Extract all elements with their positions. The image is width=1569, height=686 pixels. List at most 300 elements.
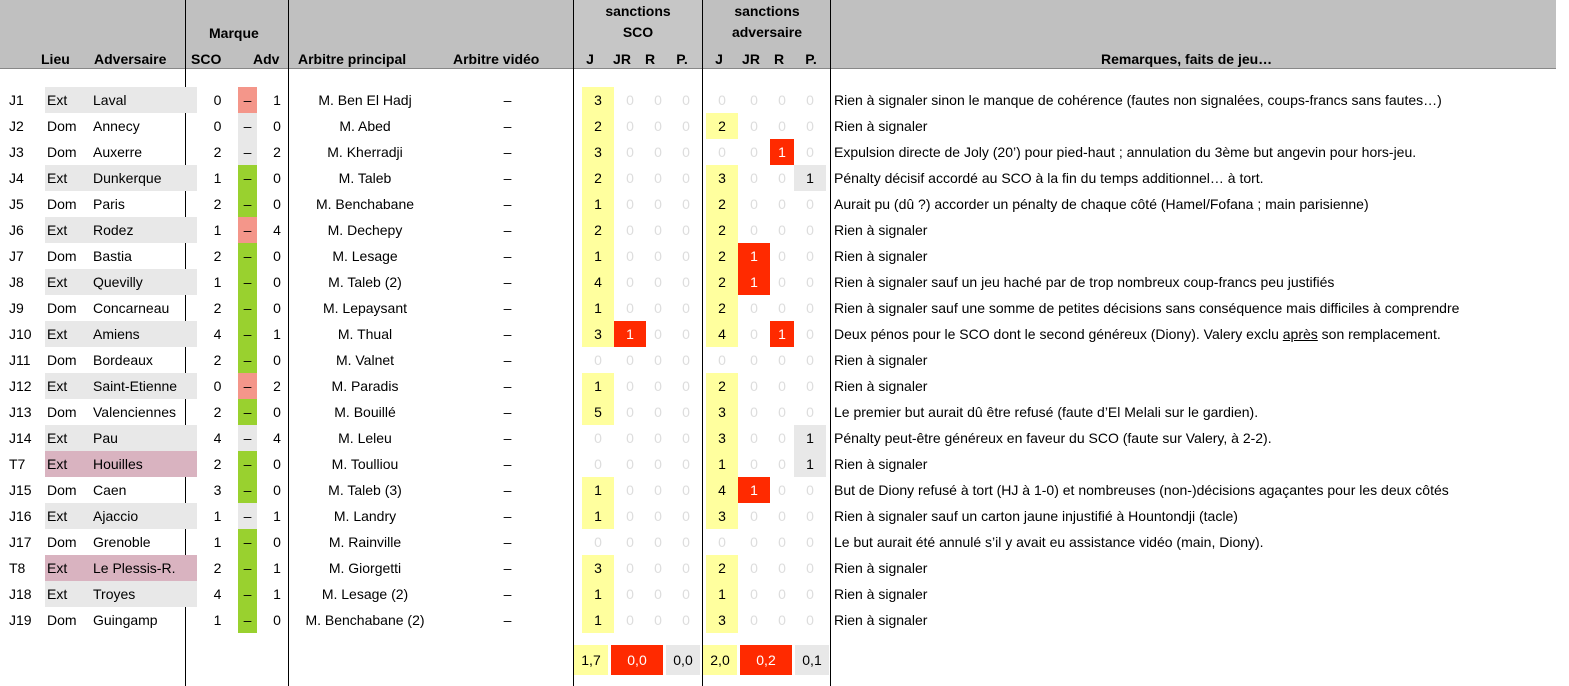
opponent-name: Annecy [93, 118, 140, 134]
referee-name: M. Taleb (2) [328, 274, 402, 290]
adv-sanction-r: 0 [778, 560, 786, 576]
score-adv: 1 [273, 586, 281, 602]
var-referee: – [503, 430, 512, 446]
remark: Rien à signaler [834, 456, 928, 472]
avg-adv-j: 2,0 [703, 645, 737, 675]
opponent-name: Bordeaux [93, 352, 153, 368]
header-adv-r: R [773, 51, 785, 67]
adv-sanction-r: 0 [778, 118, 786, 134]
sco-sanction-p: 0 [682, 352, 690, 368]
sco-sanction-j: 2 [582, 165, 614, 191]
adv-sanction-j: 1 [706, 581, 738, 607]
remark-underlined: après [1282, 326, 1318, 342]
lieu-cell: Ext [45, 555, 91, 581]
sco-sanction-r: 0 [654, 508, 662, 524]
var-referee: – [503, 118, 512, 134]
adv-sanction-p: 0 [806, 352, 814, 368]
adv-sanction-jr: 0 [750, 352, 758, 368]
sco-sanction-r: 0 [654, 118, 662, 134]
referee-name: M. Ben El Hadj [318, 92, 412, 108]
sco-sanction-p: 0 [682, 508, 690, 524]
opponent-name: Rodez [91, 217, 197, 243]
sco-sanction-j: 2 [582, 113, 614, 139]
adv-sanction-j: 2 [706, 269, 738, 295]
sco-sanction-jr: 0 [626, 274, 634, 290]
score-adv: 2 [273, 144, 281, 160]
adv-sanction-p: 0 [806, 482, 814, 498]
sco-sanction-r: 0 [654, 430, 662, 446]
match-id: J18 [9, 586, 32, 602]
sco-sanction-j: 1 [582, 503, 614, 529]
adv-sanction-jr: 0 [750, 300, 758, 316]
sco-sanction-jr: 0 [626, 508, 634, 524]
adv-sanction-j: 0 [718, 534, 726, 550]
lieu-cell: Dom [47, 248, 77, 264]
score-sco: 1 [213, 508, 222, 524]
lieu-cell: Ext [45, 451, 91, 477]
sco-sanction-j: 1 [582, 607, 614, 633]
adv-sanction-r: 0 [778, 404, 786, 420]
header-divider [0, 68, 1556, 69]
sco-sanction-p: 0 [682, 456, 690, 472]
table-row [0, 425, 1459, 451]
score-sco: 2 [213, 352, 222, 368]
result-marker: – [238, 399, 257, 425]
sco-sanction-j: 1 [582, 191, 614, 217]
header-adv-jr: JR [742, 51, 760, 67]
referee-name: M. Benchabane (2) [305, 612, 425, 628]
remark: Pénalty peut-être généreux en faveur du SCO (faute sur Valery, à 2-2). [834, 430, 1272, 446]
sco-sanction-jr: 0 [626, 482, 634, 498]
score-sco: 2 [213, 456, 222, 472]
adv-sanction-p: 1 [794, 451, 826, 477]
result-marker: – [238, 477, 257, 503]
lieu-cell: Ext [45, 503, 91, 529]
referee-name: M. Benchabane [315, 196, 415, 212]
score-sco: 2 [213, 300, 222, 316]
var-referee: – [503, 560, 512, 576]
adv-sanction-r: 0 [778, 92, 786, 108]
table-row [0, 87, 1459, 113]
adv-sanction-j: 3 [706, 503, 738, 529]
remark: Rien à signaler [834, 612, 928, 628]
adv-sanction-r: 0 [778, 378, 786, 394]
sco-sanction-j: 3 [582, 139, 614, 165]
header-sanctions-adv-1: sanctions [734, 3, 800, 19]
adv-sanction-j: 2 [706, 191, 738, 217]
remark: Aurait pu (dû ?) accorder un pénalty de chaque côté (Hamel/Fofana ; main parisienne) [834, 196, 1369, 212]
remark: But de Diony refusé à tort (HJ à 1-0) et nombreuses (non-)décisions agaçantes pour les deux côtés [834, 482, 1449, 498]
score-sco: 2 [213, 144, 222, 160]
adv-sanction-jr: 0 [750, 326, 758, 342]
score-adv: 1 [273, 508, 281, 524]
adv-sanction-j: 2 [706, 113, 738, 139]
score-adv: 0 [273, 118, 281, 134]
table-row [0, 165, 1459, 191]
sco-sanction-jr: 0 [626, 456, 634, 472]
result-marker: – [238, 321, 257, 347]
avg-sco-p: 0,0 [666, 645, 700, 675]
referee-name: M. Giorgetti [328, 560, 402, 576]
adv-sanction-jr: 0 [750, 222, 758, 238]
adv-sanction-jr: 0 [750, 92, 758, 108]
opponent-name: Amiens [91, 321, 197, 347]
referee-name: M. Toulliou [331, 456, 399, 472]
header-arbitre-principal: Arbitre principal [298, 51, 407, 67]
sco-sanction-j: 1 [582, 295, 614, 321]
header-marque: Marque [209, 25, 259, 41]
var-referee: – [503, 586, 512, 602]
header-adv: Adv [253, 51, 280, 67]
sco-sanction-p: 0 [682, 248, 690, 264]
result-marker: – [238, 607, 257, 633]
score-adv: 0 [273, 352, 281, 368]
match-id: J16 [9, 508, 32, 524]
table-row [0, 243, 1459, 269]
adv-sanction-p: 0 [806, 404, 814, 420]
remark: Rien à signaler sauf une somme de petites décisions sans conséquence mais difficiles à comprendre [834, 300, 1460, 316]
opponent-name: Bastia [93, 248, 132, 264]
score-adv: 0 [273, 170, 281, 186]
opponent-name: Laval [91, 87, 197, 113]
adv-sanction-p: 0 [806, 118, 814, 134]
sco-sanction-p: 0 [682, 300, 690, 316]
sco-sanction-jr: 0 [626, 92, 634, 108]
sco-sanction-j: 1 [582, 581, 614, 607]
table-row [0, 321, 1459, 347]
sco-sanction-jr: 0 [626, 300, 634, 316]
result-marker: – [238, 191, 257, 217]
sco-sanction-j: 1 [582, 477, 614, 503]
opponent-name: Dunkerque [91, 165, 197, 191]
result-marker: – [238, 347, 257, 373]
match-id: T8 [9, 560, 26, 576]
sco-sanction-j: 0 [594, 352, 602, 368]
match-id: J5 [9, 196, 24, 212]
score-adv: 0 [273, 248, 281, 264]
sco-sanction-p: 0 [682, 404, 690, 420]
sco-sanction-p: 0 [682, 612, 690, 628]
sco-sanction-r: 0 [654, 196, 662, 212]
score-sco: 1 [213, 534, 222, 550]
match-id: J4 [9, 170, 24, 186]
result-marker: – [238, 503, 257, 529]
sco-sanction-j: 2 [582, 217, 614, 243]
sco-sanction-j: 0 [594, 534, 602, 550]
table-row [0, 503, 1459, 529]
header-sco: SCO [191, 51, 222, 67]
adv-sanction-j: 3 [706, 425, 738, 451]
adv-sanction-p: 0 [806, 560, 814, 576]
score-adv: 4 [273, 222, 281, 238]
avg-adv-r: 0,2 [740, 645, 792, 675]
result-marker: – [238, 451, 257, 477]
table-row [0, 139, 1459, 165]
score-sco: 4 [213, 430, 222, 446]
lieu-cell: Dom [47, 144, 77, 160]
adv-sanction-j: 2 [706, 373, 738, 399]
sco-sanction-jr: 0 [626, 586, 634, 602]
sco-sanction-r: 0 [654, 274, 662, 290]
sco-sanction-p: 0 [682, 482, 690, 498]
var-referee: – [503, 352, 512, 368]
sco-sanction-r: 0 [654, 248, 662, 264]
score-adv: 0 [273, 274, 281, 290]
remark: Pénalty décisif accordé au SCO à la fin du temps additionnel… à tort. [834, 170, 1264, 186]
adv-sanction-j: 0 [718, 92, 726, 108]
table-row [0, 451, 1459, 477]
adv-sanction-p: 0 [806, 144, 814, 160]
var-referee: – [503, 456, 512, 472]
sco-sanction-jr: 0 [626, 118, 634, 134]
sco-sanction-r: 0 [654, 326, 662, 342]
adv-sanction-r: 0 [778, 456, 786, 472]
referee-name: M. Landry [333, 508, 397, 524]
remark-part: Deux pénos pour le SCO dont le second généreux (Diony). Valery exclu [834, 326, 1283, 342]
score-sco: 0 [213, 118, 222, 134]
adv-sanction-j: 2 [706, 295, 738, 321]
score-adv: 0 [273, 196, 281, 212]
sco-sanction-r: 0 [654, 456, 662, 472]
adv-sanction-j: 4 [706, 477, 738, 503]
table-row [0, 399, 1459, 425]
table-row [0, 477, 1459, 503]
adv-sanction-j: 3 [706, 399, 738, 425]
var-referee: – [503, 92, 512, 108]
var-referee: – [503, 508, 512, 524]
remark: Rien à signaler [834, 118, 928, 134]
sco-sanction-jr: 0 [626, 222, 634, 238]
sco-sanction-r: 0 [654, 404, 662, 420]
referee-name: M. Taleb (3) [328, 482, 402, 498]
sco-sanction-jr: 0 [626, 170, 634, 186]
score-sco: 2 [213, 560, 222, 576]
adv-sanction-r: 0 [778, 586, 786, 602]
adv-sanction-p: 0 [806, 300, 814, 316]
adv-sanction-p: 0 [806, 196, 814, 212]
score-sco: 2 [213, 248, 222, 264]
sco-sanction-r: 0 [654, 92, 662, 108]
header-lieu: Lieu [41, 51, 70, 67]
var-referee: – [503, 196, 512, 212]
referee-name: M. Lepaysant [322, 300, 408, 316]
var-referee: – [503, 326, 512, 342]
remark: Expulsion directe de Joly (20’) pour pied-haut ; annulation du 3ème but angevin pour hors-jeu. [834, 144, 1417, 160]
remark: Rien à signaler [834, 560, 928, 576]
opponent-name: Auxerre [93, 144, 143, 160]
sco-sanction-jr: 0 [626, 560, 634, 576]
adv-sanction-p: 0 [806, 248, 814, 264]
match-id: J3 [9, 144, 24, 160]
header-arbitre-video: Arbitre vidéo [453, 51, 540, 67]
var-referee: – [503, 274, 512, 290]
sco-sanction-p: 0 [682, 274, 690, 290]
lieu-cell: Ext [45, 269, 91, 295]
sco-sanction-r: 0 [654, 352, 662, 368]
var-referee: – [503, 378, 512, 394]
header-sco-p: P. [676, 51, 688, 67]
result-marker: – [238, 217, 257, 243]
result-marker: – [238, 113, 257, 139]
sco-sanction-r: 0 [654, 560, 662, 576]
adv-sanction-jr: 0 [750, 118, 758, 134]
score-sco: 2 [213, 196, 222, 212]
sco-sanction-j: 1 [582, 373, 614, 399]
remark: Rien à signaler [834, 248, 928, 264]
referee-name: M. Lesage [332, 248, 398, 264]
header-sco-j: J [586, 51, 594, 67]
remark: Rien à signaler [834, 222, 928, 238]
sco-sanction-p: 0 [682, 430, 690, 446]
lieu-cell: Ext [45, 165, 91, 191]
score-sco: 3 [213, 482, 222, 498]
match-id: J11 [9, 352, 31, 368]
referee-name: M. Thual [337, 326, 393, 342]
score-adv: 0 [273, 612, 281, 628]
avg-sco-r: 0,0 [611, 645, 663, 675]
sco-sanction-p: 0 [682, 586, 690, 602]
remark: Le premier but aurait dû être refusé (faute d’El Melali sur le gardien). [834, 404, 1259, 420]
header-adv-j: J [715, 51, 723, 67]
adv-sanction-p: 0 [806, 586, 814, 602]
result-marker: – [238, 295, 257, 321]
sco-sanction-p: 0 [682, 144, 690, 160]
lieu-cell: Ext [45, 87, 91, 113]
adv-sanction-j: 0 [718, 144, 726, 160]
sco-sanction-p: 0 [682, 170, 690, 186]
opponent-name: Pau [91, 425, 197, 451]
sco-sanction-r: 0 [654, 300, 662, 316]
sco-sanction-p: 0 [682, 378, 690, 394]
score-adv: 2 [273, 378, 281, 394]
result-marker: – [238, 555, 257, 581]
referee-name: M. Lesage (2) [321, 586, 409, 602]
var-referee: – [503, 248, 512, 264]
opponent-name: Ajaccio [91, 503, 197, 529]
referee-name: M. Paradis [331, 378, 399, 394]
match-id: J14 [9, 430, 32, 446]
sco-sanction-r: 0 [654, 482, 662, 498]
score-sco: 1 [213, 274, 222, 290]
sco-sanction-p: 0 [682, 326, 690, 342]
var-referee: – [503, 482, 512, 498]
remark-part: son remplacement. [1317, 326, 1441, 342]
adv-sanction-j: 2 [706, 243, 738, 269]
score-sco: 2 [213, 404, 222, 420]
adv-sanction-r: 0 [778, 300, 786, 316]
sco-sanction-p: 0 [682, 560, 690, 576]
adv-sanction-r: 0 [778, 352, 786, 368]
score-adv: 0 [273, 456, 281, 472]
adv-sanction-r: 0 [778, 274, 786, 290]
opponent-name: Troyes [91, 581, 197, 607]
opponent-name: Guingamp [93, 612, 158, 628]
result-marker: – [238, 529, 257, 555]
score-adv: 0 [273, 482, 281, 498]
sco-sanction-j: 1 [582, 243, 614, 269]
table-row [0, 113, 1459, 139]
adv-sanction-jr: 0 [750, 170, 758, 186]
adv-sanction-jr: 0 [750, 612, 758, 628]
adv-sanction-j: 3 [706, 165, 738, 191]
table-row [0, 217, 1459, 243]
lieu-cell: Ext [45, 581, 91, 607]
lieu-cell: Ext [45, 425, 91, 451]
opponent-name: Paris [93, 196, 125, 212]
lieu-cell: Ext [45, 217, 91, 243]
adv-sanction-j: 2 [706, 217, 738, 243]
lieu-cell: Ext [45, 373, 91, 399]
adv-sanction-r: 0 [778, 248, 786, 264]
referee-name: M. Abed [339, 118, 391, 134]
opponent-name: Houilles [91, 451, 197, 477]
sco-sanction-r: 0 [654, 586, 662, 602]
score-sco: 1 [213, 170, 222, 186]
sco-sanction-jr: 0 [626, 196, 634, 212]
adv-sanction-r: 1 [770, 321, 794, 347]
sco-sanction-jr: 0 [626, 404, 634, 420]
adv-sanction-r: 0 [778, 482, 786, 498]
adv-sanction-j: 1 [706, 451, 738, 477]
adv-sanction-r: 0 [778, 222, 786, 238]
adv-sanction-jr: 0 [750, 144, 758, 160]
table-row [0, 269, 1459, 295]
adv-sanction-jr: 0 [750, 404, 758, 420]
remark: Rien à signaler [834, 378, 928, 394]
opponent-name: Caen [93, 482, 127, 498]
opponent-name: Quevilly [91, 269, 197, 295]
lieu-cell: Dom [47, 196, 77, 212]
adv-sanction-p: 1 [794, 425, 826, 451]
adv-sanction-j: 2 [706, 555, 738, 581]
adv-sanction-jr: 0 [750, 196, 758, 212]
score-sco: 0 [213, 378, 222, 394]
result-marker: – [238, 243, 257, 269]
adv-sanction-p: 0 [806, 92, 814, 108]
adv-sanction-jr: 0 [750, 508, 758, 524]
var-referee: – [503, 404, 512, 420]
remark: Rien à signaler [834, 586, 928, 602]
adv-sanction-jr: 0 [750, 378, 758, 394]
opponent-name: Concarneau [93, 300, 170, 316]
score-adv: 0 [273, 404, 281, 420]
adv-sanction-jr: 1 [738, 243, 770, 269]
header-adv-p: P. [805, 51, 817, 67]
var-referee: – [503, 222, 512, 238]
table-row [0, 295, 1459, 321]
lieu-cell: Dom [47, 482, 77, 498]
adv-sanction-p: 1 [794, 165, 826, 191]
sco-sanction-p: 0 [682, 534, 690, 550]
lieu-cell: Dom [47, 404, 77, 420]
adv-sanction-jr: 1 [738, 477, 770, 503]
score-adv: 4 [273, 430, 281, 446]
sco-sanction-j: 3 [582, 87, 614, 113]
match-id: J17 [9, 534, 32, 550]
adv-sanction-jr: 1 [738, 269, 770, 295]
header-remarques: Remarques, faits de jeu… [1101, 51, 1273, 67]
table-row [0, 607, 1459, 633]
var-referee: – [503, 170, 512, 186]
referee-name: M. Dechepy [327, 222, 403, 238]
adv-sanction-j: 4 [706, 321, 738, 347]
result-marker: – [238, 87, 257, 113]
opponent-name: Saint-Etienne [91, 373, 197, 399]
lieu-cell: Dom [47, 300, 77, 316]
sco-sanction-r: 0 [654, 378, 662, 394]
referee-name: M. Taleb [338, 170, 392, 186]
adv-sanction-r: 1 [770, 139, 794, 165]
